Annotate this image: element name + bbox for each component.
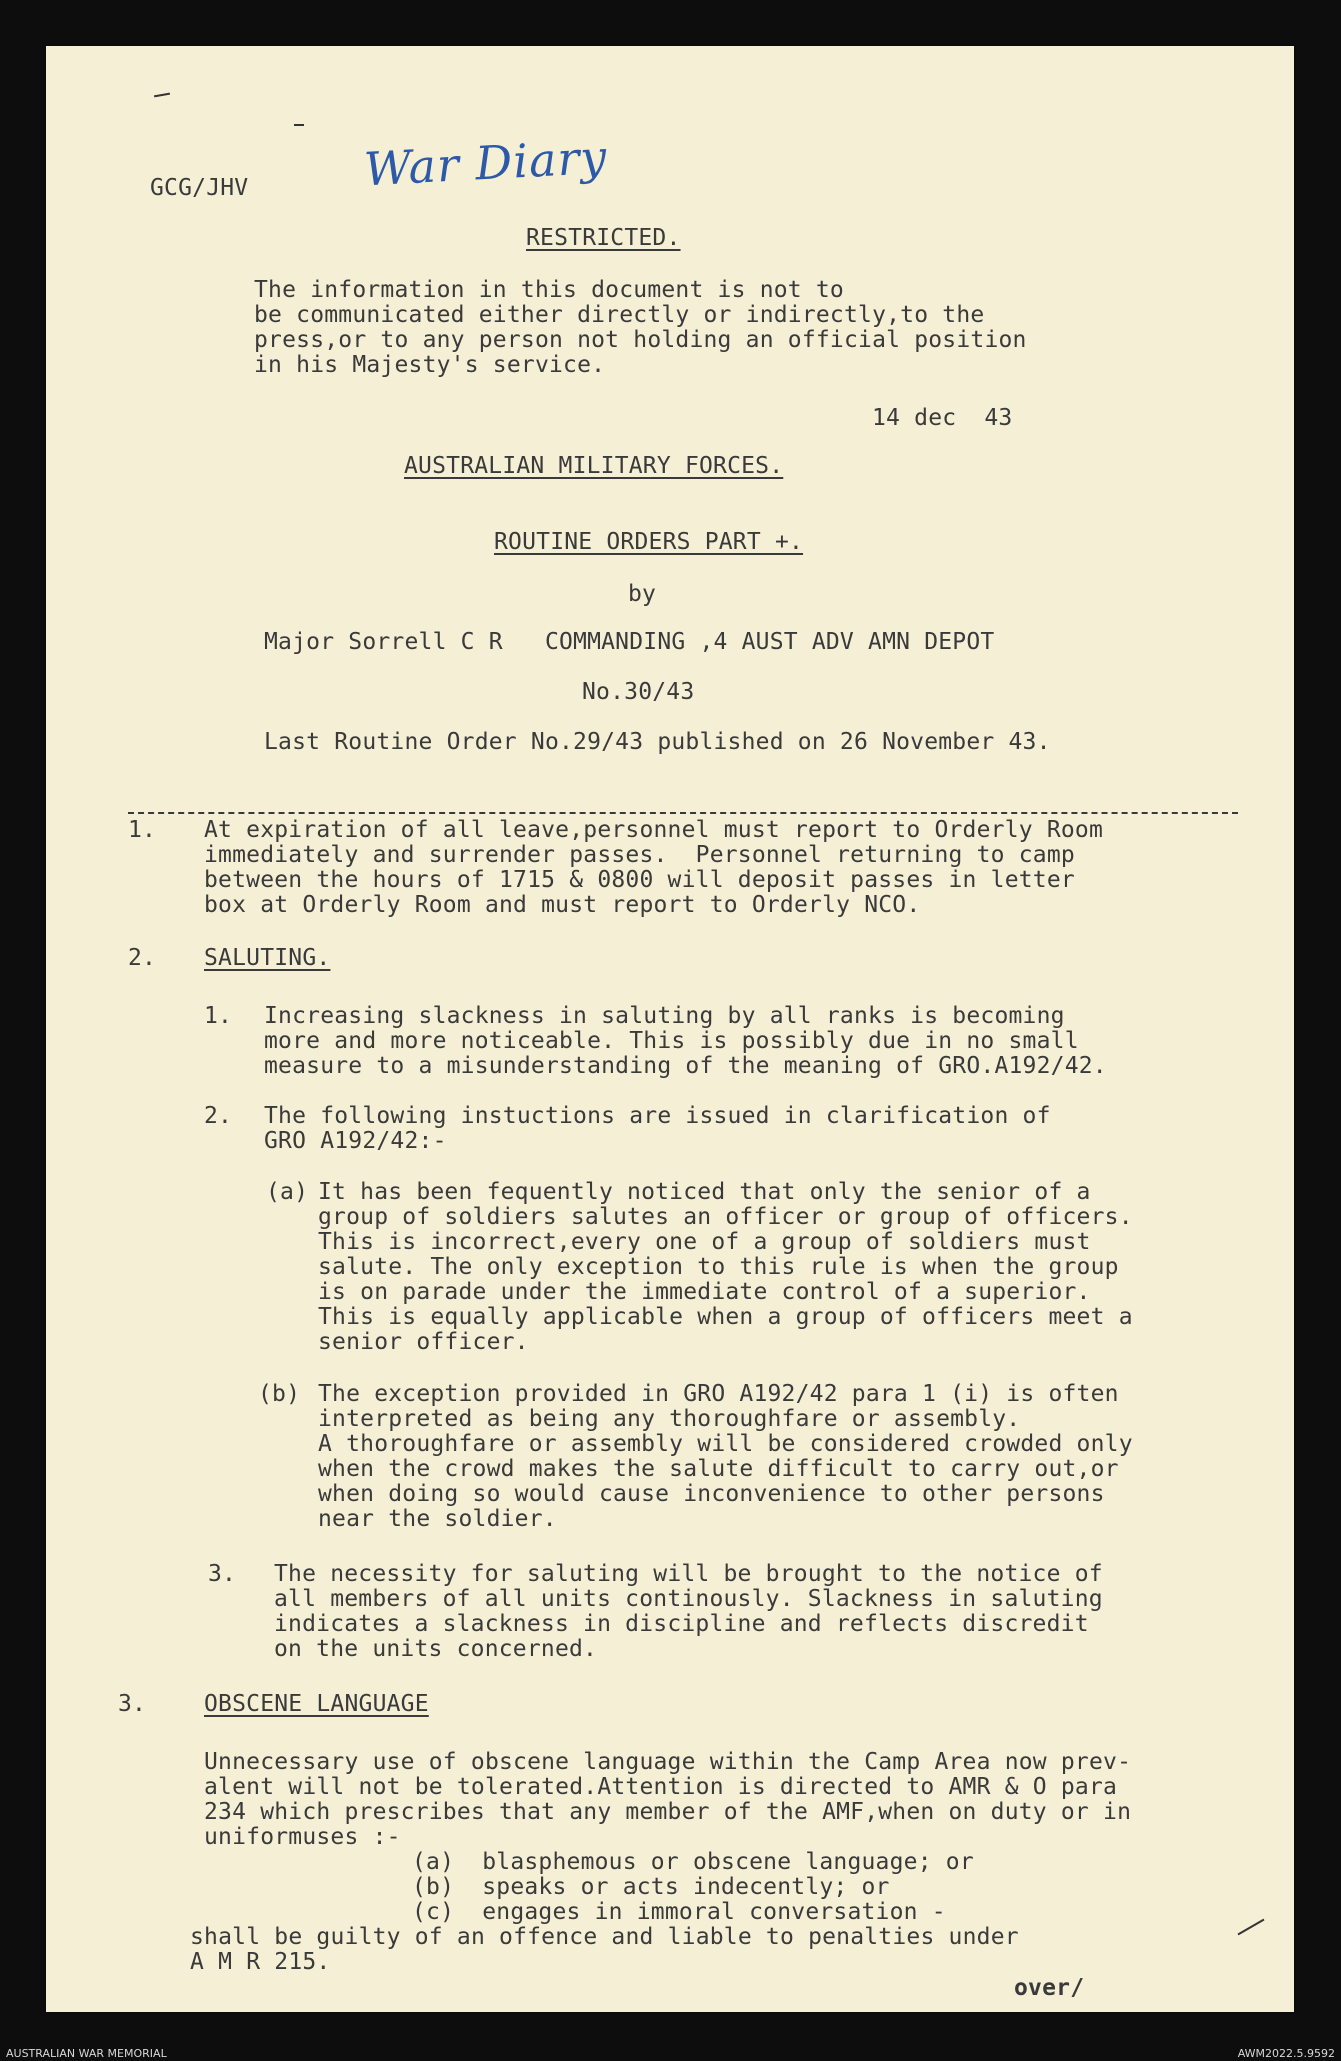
order-number: No.30/43: [582, 679, 695, 705]
para-line: when the crowd makes the salute difficult to carry out,or: [318, 1456, 1119, 1482]
classification-heading: RESTRICTED.: [526, 225, 681, 251]
footer-institution: AUSTRALIAN WAR MEMORIAL: [6, 2047, 167, 2060]
item-number: 3.: [118, 1691, 147, 1717]
item-line: box at Orderly Room and must report to Orderly NCO.: [204, 892, 921, 918]
order-title: ROUTINE ORDERS PART +.: [494, 529, 804, 555]
handwritten-annotation: War Diary: [362, 129, 609, 197]
closing-line: shall be guilty of an offence and liable to penalties under: [190, 1924, 1019, 1950]
sub-line: all members of all units continously. Slackness in saluting: [274, 1586, 1103, 1612]
sub-line: GRO A192/42:-: [264, 1128, 447, 1154]
item-heading: OBSCENE LANGUAGE: [204, 1691, 429, 1717]
notice-line: be communicated either directly or indirectly,to the: [254, 302, 985, 328]
sub-line: The necessity for saluting will be brought to the notice of: [274, 1561, 1103, 1587]
sub-line: on the units concerned.: [274, 1636, 598, 1662]
item-line: At expiration of all leave,personnel must report to Orderly Room: [204, 817, 1104, 843]
item-line: 234 which prescribes that any member of the AMF,when on duty or in: [204, 1799, 1132, 1825]
para-line: near the soldier.: [318, 1506, 557, 1532]
commander-line: Major Sorrell C R COMMANDING ,4 AUST ADV AMN DEPOT: [264, 629, 995, 655]
para-line: It has been fequently noticed that only the senior of a: [318, 1179, 1091, 1205]
para-line: when doing so would cause inconvenience to other persons: [318, 1481, 1105, 1507]
item-number: 2.: [128, 945, 157, 971]
pen-mark: [294, 124, 304, 126]
notice-line: press,or to any person not holding an official position: [254, 327, 1027, 353]
para-line: interpreted as being any thoroughfare or assembly.: [318, 1406, 1021, 1432]
list-item: (c) engages in immoral conversation -: [412, 1899, 946, 1925]
item-heading: SALUTING.: [204, 945, 331, 971]
list-item: (b) speaks or acts indecently; or: [412, 1874, 890, 1900]
list-item: (a) blasphemous or obscene language; or: [412, 1849, 974, 1875]
item-line: alent will not be tolerated.Attention is directed to AMR & O para: [204, 1774, 1118, 1800]
footer-accession: AWM2022.5.9592: [1237, 2047, 1335, 2060]
para-line: is on parade under the immediate control of a superior.: [318, 1279, 1091, 1305]
para-line: salute. The only exception to this rule is when the group: [318, 1254, 1119, 1280]
section-divider: [128, 812, 1238, 814]
para-line: The exception provided in GRO A192/42 para 1 (i) is often: [318, 1381, 1119, 1407]
document-page: [46, 46, 1294, 2012]
sub-number: 2.: [204, 1103, 233, 1129]
sub-line: Increasing slackness in saluting by all ranks is becoming: [264, 1003, 1065, 1029]
item-number: 1.: [128, 817, 157, 843]
item-line: immediately and surrender passes. Personnel returning to camp: [204, 842, 1075, 868]
by-line: by: [628, 581, 657, 607]
sub-line: measure to a misunderstanding of the meaning of GRO.A192/42.: [264, 1053, 1107, 1079]
pen-mark: [1238, 1919, 1265, 1936]
item-line: uniformuses :-: [204, 1824, 401, 1850]
para-line: senior officer.: [318, 1329, 529, 1355]
sub-line: more and more noticeable. This is possibly due in no small: [264, 1028, 1079, 1054]
item-line: Unnecessary use of obscene language within the Camp Area now prev-: [204, 1749, 1132, 1775]
sub-number: 1.: [204, 1003, 233, 1029]
para-line: group of soldiers salutes an officer or group of officers.: [318, 1204, 1133, 1230]
para-line: This is equally applicable when a group of officers meet a: [318, 1304, 1133, 1330]
notice-line: The information in this document is not to: [254, 277, 844, 303]
continued-marker: over/: [1014, 1975, 1085, 2001]
para-line: This is incorrect,every one of a group of soldiers must: [318, 1229, 1091, 1255]
sub-line: indicates a slackness in discipline and reflects discredit: [274, 1611, 1089, 1637]
para-line: A thoroughfare or assembly will be considered crowded only: [318, 1431, 1133, 1457]
reference-code: GCG/JHV: [150, 175, 249, 201]
notice-line: in his Majesty's service.: [254, 352, 606, 378]
para-label: (a): [266, 1179, 309, 1205]
last-order-line: Last Routine Order No.29/43 published on 26 November 43.: [264, 729, 1051, 755]
sub-line: The following instuctions are issued in clarification of: [264, 1103, 1051, 1129]
closing-line: A M R 215.: [190, 1949, 331, 1975]
para-label: (b): [258, 1381, 301, 1407]
pen-mark: [154, 93, 170, 98]
sub-number: 3.: [208, 1561, 237, 1587]
document-date: 14 dec 43: [872, 405, 1013, 431]
forces-heading: AUSTRALIAN MILITARY FORCES.: [404, 453, 784, 479]
item-line: between the hours of 1715 & 0800 will deposit passes in letter: [204, 867, 1075, 893]
